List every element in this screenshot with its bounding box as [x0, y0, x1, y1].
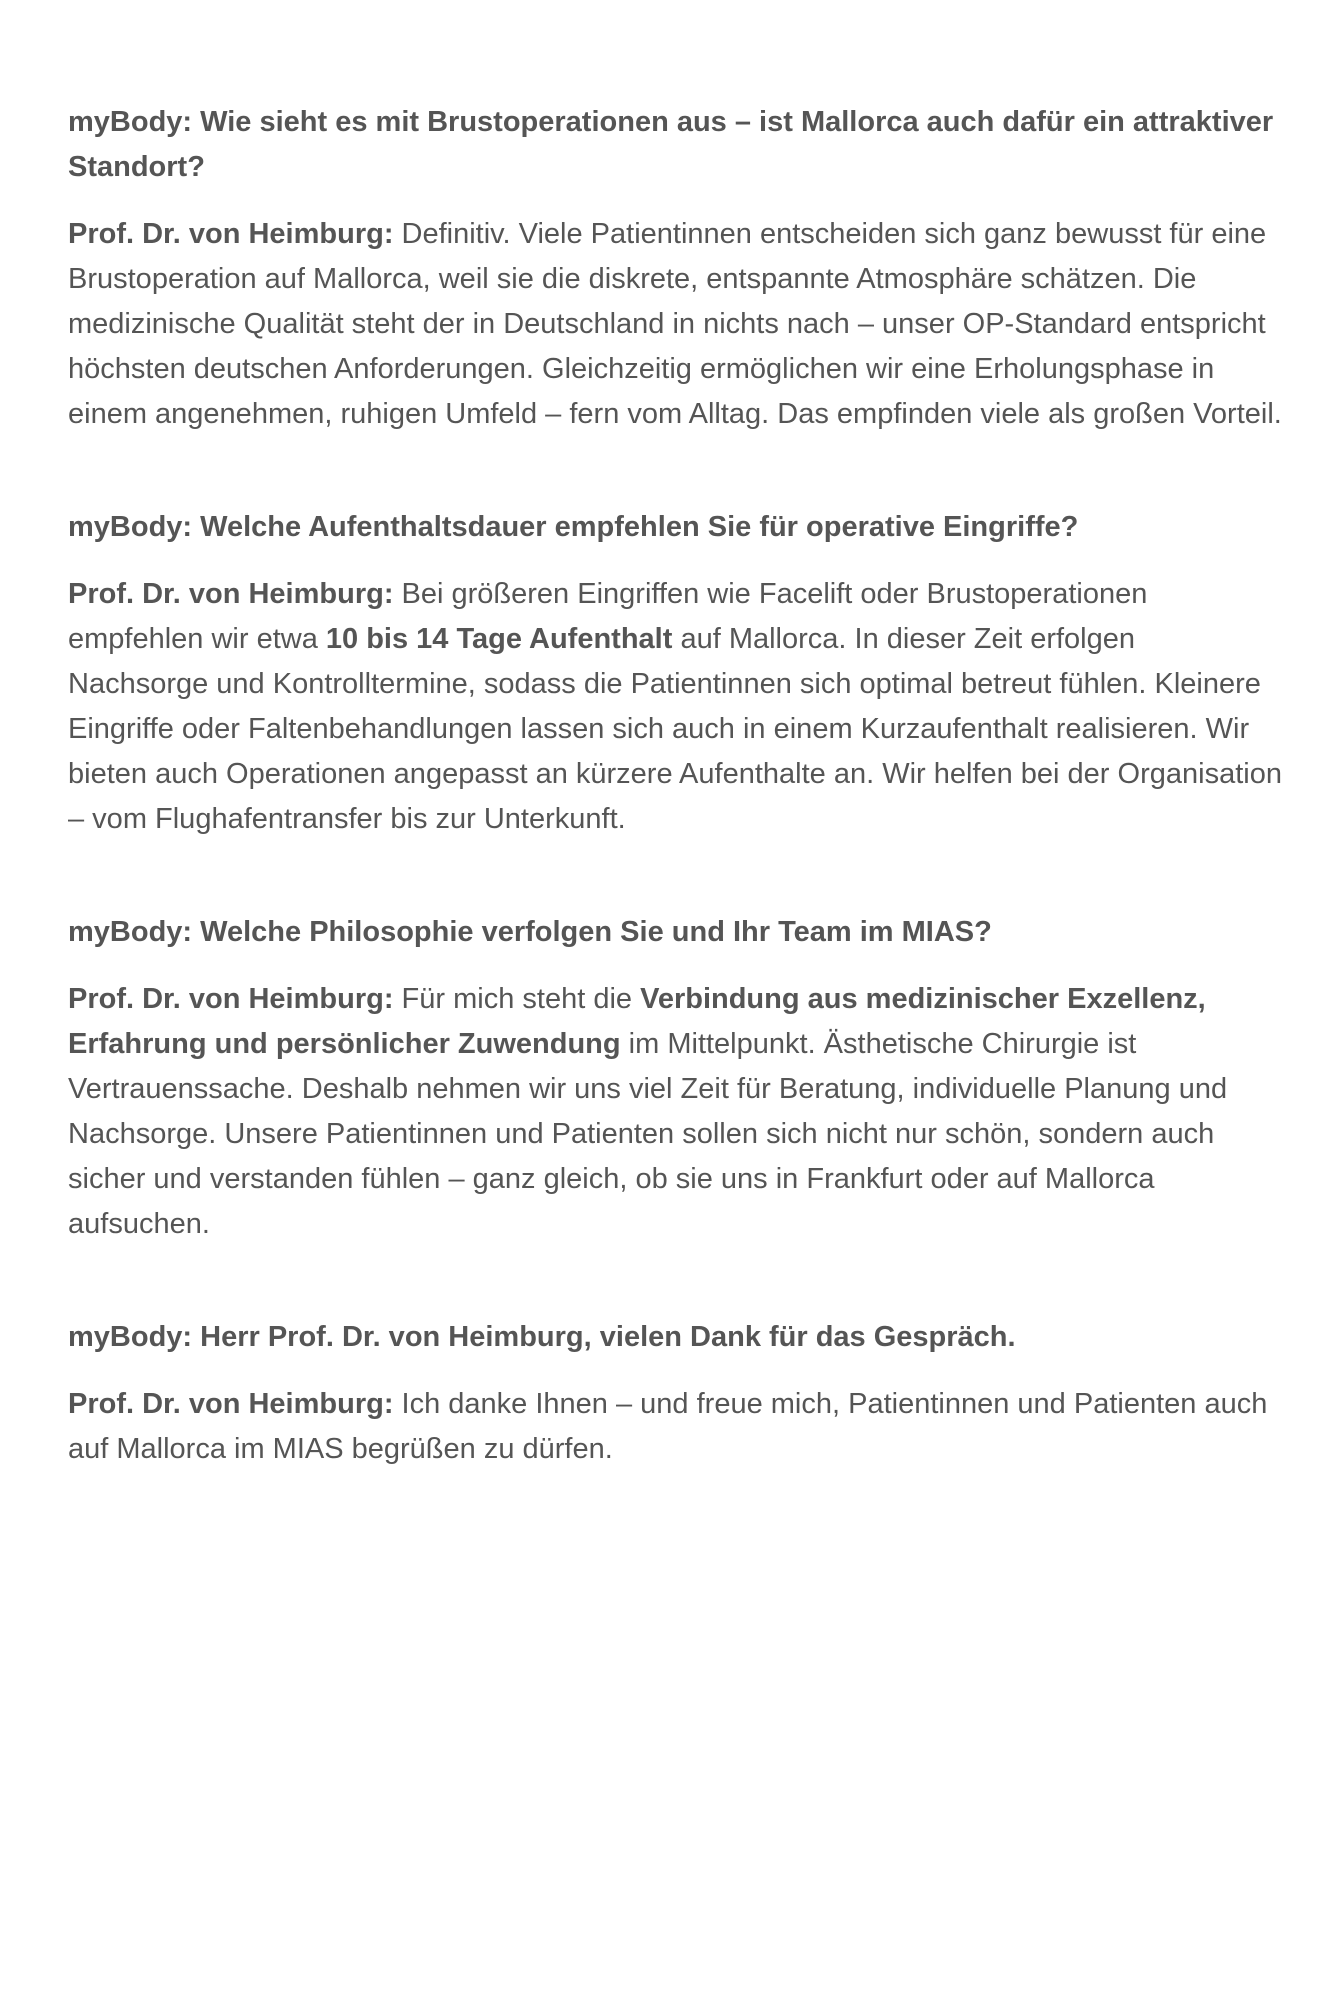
speaker-label: Prof. Dr. von Heimburg:: [68, 983, 394, 1015]
answer-text: im Mittelpunkt. Ästhetische Chirurgie ist Vertrauenssache. Deshalb nehmen wir uns viel Zeit für Beratung, individuelle Planung und Nachsorge. Unsere Patientinnen und Patienten sollen sich nicht nur schön, sondern auch sicher und verstanden fühlen – ganz gleich, ob sie uns in Frankfurt oder auf Mallorca aufsuchen.: [68, 1028, 1228, 1240]
question-2: myBody: Welche Aufenthaltsdauer empfehlen Sie für operative Eingriffe?: [68, 511, 1079, 543]
question-4: myBody: Herr Prof. Dr. von Heimburg, vielen Dank für das Gespräch.: [68, 1321, 1016, 1353]
question-1: myBody: Wie sieht es mit Brustoperationen aus – ist Mallorca auch dafür ein attraktiver Standort?: [68, 106, 1274, 183]
speaker-label: Prof. Dr. von Heimburg:: [68, 218, 394, 250]
answer-emphasis: 10 bis 14 Tage Aufenthalt: [325, 623, 673, 655]
answer-emphasis: Verbindung aus medizinischer Exzellenz, Erfahrung und persönlicher Zuwendung: [68, 983, 1206, 1060]
answer-text: Für mich steht die: [393, 983, 641, 1015]
answer-2: [68, 572, 1283, 842]
answer-text: auf Mallorca. In dieser Zeit erfolgen Nachsorge und Kontrolltermine, sodass die Patientinnen sich optimal betreut fühlen. Kleinere Eingriffe oder Faltenbehandlungen lassen sich auch in einem Kurzaufenthalt realisieren. Wir bieten auch Operationen angepasst an kürzere Aufenthalte an. Wir helfen bei der Organisation – vom Flughafentransfer bis zur Unterkunft.: [68, 623, 1282, 835]
interview-article: [68, 100, 1283, 1540]
answer-3: [68, 977, 1283, 1247]
speaker-label: Prof. Dr. von Heimburg:: [68, 1388, 394, 1420]
answer-4: [68, 1382, 1283, 1472]
answer-text: Bei größeren Eingriffen wie Facelift oder Brustoperationen empfehlen wir etwa: [68, 578, 1148, 655]
question-3: myBody: Welche Philosophie verfolgen Sie und Ihr Team im MIAS?: [68, 916, 992, 948]
speaker-label: Prof. Dr. von Heimburg:: [68, 578, 394, 610]
answer-text: Ich danke Ihnen – und freue mich, Patientinnen und Patienten auch auf Mallorca im MIAS begrüßen zu dürfen.: [68, 1388, 1268, 1465]
answer-1: [68, 212, 1283, 437]
answer-text: Definitiv. Viele Patientinnen entscheiden sich ganz bewusst für eine Brustoperation auf Mallorca, weil sie die diskrete, entspannte Atmosphäre schätzen. Die medizinische Qualität steht der in Deutschland in nichts nach – unser OP-Standard entspricht höchsten deutschen Anforderungen. Gleichzeitig ermöglichen wir eine Erholungsphase in einem angenehmen, ruhigen Umfeld – fern vom Alltag. Das empfinden viele als großen Vorteil.: [68, 218, 1282, 430]
